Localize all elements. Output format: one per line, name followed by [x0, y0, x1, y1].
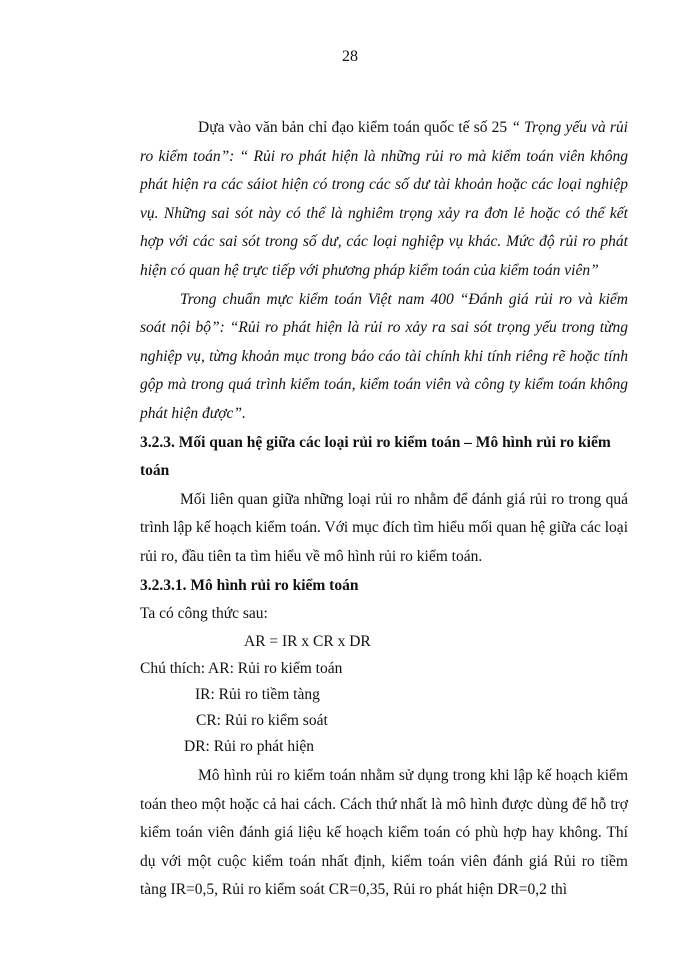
- note-dr: DR: Rủi ro phát hiện: [184, 738, 315, 756]
- note-cr: CR: Rủi ro kiểm soát: [196, 712, 328, 730]
- risk-formula: AR = IR x CR x DR: [244, 633, 371, 651]
- page-body: [140, 114, 628, 905]
- paragraph-model-usage: Mô hình rủi ro kiểm toán nhằm sử dụng trong khi lập kế hoạch kiểm toán theo một hoặc cả hai cách. Cách thứ nhất là mô hình được dùng để hỗ trợ kiểm toán viên đánh giá liệu kế hoạch kiểm toán có phù hợp hay không. Thí dụ với một cuộc kiểm toán nhất định, kiểm toán viên đánh giá Rủi ro tiềm tàng IR=0,5, Rủi ro kiểm soát CR=0,35, Rủi ro phát hiện DR=0,2 thì: [140, 767, 628, 899]
- formula-intro: Ta có công thức sau:: [140, 605, 268, 623]
- paragraph-vsa-400: Trong chuẩn mực kiểm toán Việt nam 400 “Đánh giá rủi ro và kiểm soát nội bộ”: “Rủi ro phát hiện là rủi ro xảy ra sai sót trọng yếu trong từng nghiệp vụ, từng khoản mục trong báo cáo tài chính khi tính riêng rẽ hoặc tính gộp mà trong quá trình kiểm toán, kiểm toán viên và công ty kiểm toán không phát hiện được”.: [140, 290, 628, 422]
- section-heading-3-2-3-1: 3.2.3.1. Mô hình rủi ro kiểm toán: [140, 576, 359, 594]
- paragraph-relationship: Mối liên quan giữa những loại rủi ro nhằm để đánh giá rủi ro trong quá trình lập kế hoạch kiểm toán. Với mục đích tìm hiểu mối quan hệ giữa các loại rủi ro, đầu tiên ta tìm hiểu về mô hình rủi ro kiểm toán.: [140, 490, 628, 565]
- note-ar: Chú thích: AR: Rủi ro kiểm toán: [140, 660, 343, 678]
- section-heading-3-2-3: 3.2.3. Mối quan hệ giữa các loại rủi ro kiểm toán – Mô hình rủi ro kiểm toán: [140, 433, 611, 480]
- note-ir: IR: Rủi ro tiềm tàng: [195, 686, 320, 704]
- paragraph-isa-25: [140, 114, 628, 286]
- paragraph-isa-25-lead: Dựa vào văn bản chỉ đạo kiểm toán quốc tế số 25: [198, 119, 512, 136]
- page-number: 28: [342, 48, 358, 65]
- paragraph-isa-25-quote: “ Trọng yếu và rủi ro kiểm toán”: “ Rủi ro phát hiện là những rủi ro mà kiểm toán viên không phát hiện ra các sáiot hiện có trong các số dư tài khoản hoặc các loại nghiệp vụ. Những sai sót này có thể là nghiêm trọng xảy ra đơn lẻ hoặc có thể kết hợp với các sai sót trong số dư, các loại nghiệp vụ khác. Mức độ rủi ro phát hiện có quan hệ trực tiếp với phương pháp kiểm toán của kiểm toán viên”: [140, 119, 628, 279]
